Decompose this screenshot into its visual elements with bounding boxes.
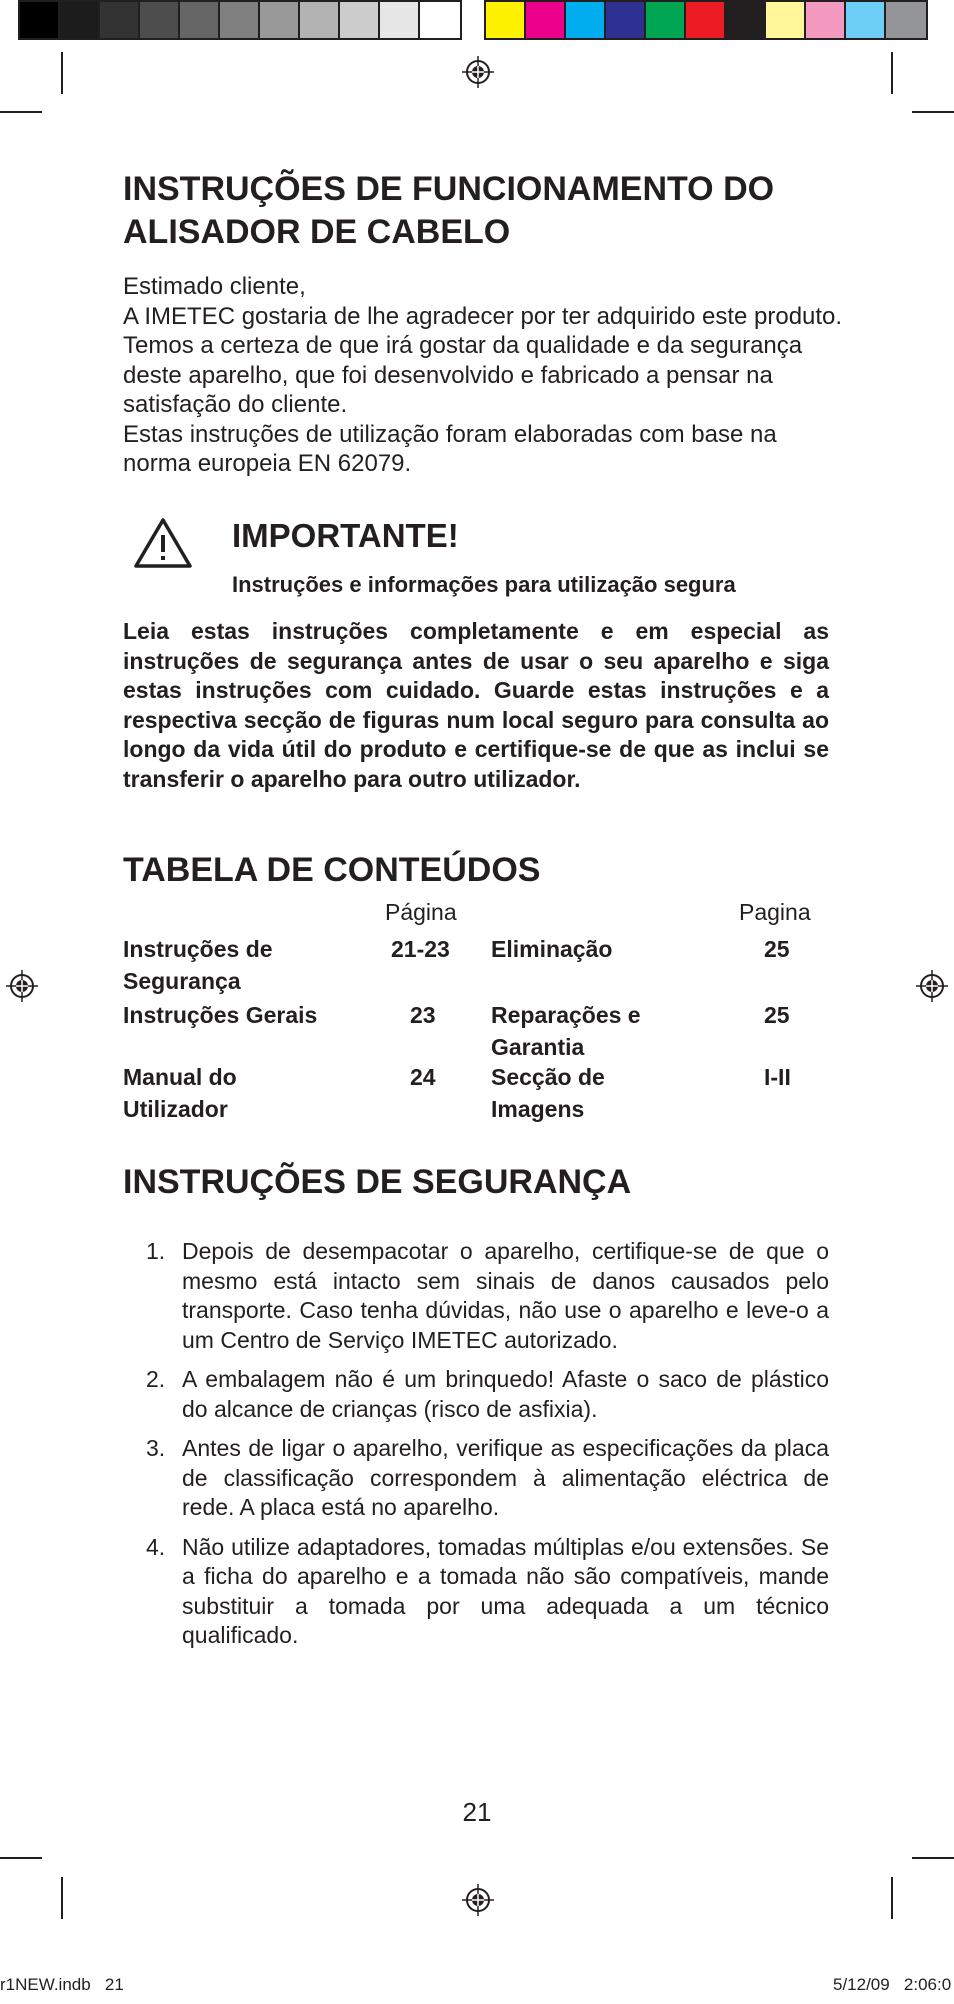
toc-entry-page: I-II bbox=[764, 1064, 791, 1090]
list-item: 4. Não utilize adaptadores, tomadas múltiplas e/ou extensões. Se a ficha do aparelho e a tomada não são compatíveis, mande substituir a tomada por uma adequada a um técnico qualificado. bbox=[146, 1533, 829, 1648]
footer-date-slug: 5/12/09 2:06:0 bbox=[833, 1975, 952, 1994]
crop-mark bbox=[912, 1857, 954, 1859]
intro-paragraph: Estas instruções de utilização foram elaboradas com base na norma europeia EN 62079. bbox=[123, 420, 777, 477]
gray-swatch bbox=[100, 2, 140, 38]
safety-heading: INSTRUÇÕES DE SEGURANÇA bbox=[123, 1163, 632, 1201]
gray-swatch bbox=[140, 2, 180, 38]
registration-mark-icon bbox=[462, 1884, 494, 1916]
toc-entry-page: 25 bbox=[764, 1002, 790, 1028]
greeting: Estimado cliente, bbox=[123, 273, 306, 300]
toc-entry-label: Reparações e Garantia bbox=[491, 1002, 641, 1060]
toc-page-header: Página bbox=[385, 899, 457, 925]
important-title: IMPORTANTE! bbox=[232, 517, 459, 554]
list-item: 1. Depois de desempacotar o aparelho, certifique-se de que o mesmo está intacto sem sinais de danos causados pelo transporte. Caso tenha dúvidas, não use o aparelho e leve-o a um Centro de Serviço IMETEC autorizado. bbox=[146, 1238, 829, 1353]
list-item: 3. Antes de ligar o aparelho, verifique as especificações da placa de classificação correspondem à alimentação eléctrica de rede. A placa está no aparelho. bbox=[146, 1435, 829, 1520]
page-title: INSTRUÇÕES DE FUNCIONAMENTO DO ALISADOR DE CABELO bbox=[123, 170, 775, 251]
crop-mark bbox=[912, 111, 954, 113]
list-item: 2. A embalagem não é um brinquedo! Afaste o saco de plástico do alcance de crianças (risco de asfixia). bbox=[146, 1366, 829, 1422]
process-color-bar bbox=[484, 0, 928, 40]
toc-entry-label: Instruções de Segurança bbox=[123, 936, 273, 994]
color-swatch bbox=[726, 2, 766, 38]
color-swatch bbox=[846, 2, 886, 38]
color-swatch bbox=[526, 2, 566, 38]
crop-mark bbox=[61, 1877, 63, 1919]
grayscale-color-bar bbox=[18, 0, 462, 40]
safety-list bbox=[146, 1237, 829, 1661]
crop-mark bbox=[61, 52, 63, 94]
warning-triangle-icon bbox=[133, 517, 193, 569]
toc-entry-page: 24 bbox=[410, 1064, 436, 1090]
color-swatch bbox=[686, 2, 726, 38]
toc-entry-page: 21-23 bbox=[391, 936, 450, 962]
intro-paragraph: A IMETEC gostaria de lhe agradecer por ter adquirido este produto. Temos a certeza de que irá gostar da qualidade e da segurança deste aparelho, que foi desenvolvido e fabricado a pensar na satisfação do cliente. bbox=[123, 302, 843, 418]
color-swatch bbox=[646, 2, 686, 38]
registration-mark-icon bbox=[6, 970, 38, 1002]
important-text: Leia estas instruções completamente e em especial as instruções de segurança antes de usar o seu aparelho e siga estas instruções com cuidado. Guarde estas instruções e a respectiva secção de figuras num local seguro para consulta ao longo da vida útil do produto e certifique-se de que as inclui se transferir o aparelho para outro utilizador. bbox=[123, 618, 829, 792]
footer-file-slug: r1NEW.indb 21 bbox=[0, 1975, 124, 1994]
important-subtitle: Instruções e informações para utilização segura bbox=[232, 572, 736, 597]
toc-entry-label: Instruções Gerais bbox=[123, 1002, 318, 1028]
gray-swatch bbox=[60, 2, 100, 38]
crop-mark bbox=[0, 1857, 42, 1859]
gray-swatch bbox=[300, 2, 340, 38]
toc-entry-label: Eliminação bbox=[491, 936, 613, 962]
gray-swatch bbox=[340, 2, 380, 38]
crop-mark bbox=[891, 52, 893, 94]
toc-page-header: Pagina bbox=[739, 899, 811, 925]
toc-entry-page: 23 bbox=[410, 1002, 436, 1028]
registration-mark-icon bbox=[462, 56, 494, 88]
gray-swatch bbox=[180, 2, 220, 38]
color-swatch bbox=[886, 2, 926, 38]
gray-swatch bbox=[20, 2, 60, 38]
toc-entry-label: Manual do Utilizador bbox=[123, 1064, 237, 1122]
crop-mark bbox=[891, 1877, 893, 1919]
intro-text bbox=[123, 272, 843, 479]
gray-swatch bbox=[420, 2, 460, 38]
gray-swatch bbox=[220, 2, 260, 38]
color-swatch bbox=[486, 2, 526, 38]
page-number: 21 bbox=[462, 1797, 492, 1827]
color-swatch bbox=[566, 2, 606, 38]
registration-mark-icon bbox=[916, 970, 948, 1002]
color-swatch bbox=[606, 2, 646, 38]
color-swatch bbox=[806, 2, 846, 38]
crop-mark bbox=[0, 111, 42, 113]
gray-swatch bbox=[380, 2, 420, 38]
toc-heading: TABELA DE CONTEÚDOS bbox=[123, 851, 541, 889]
toc-entry-label: Secção de Imagens bbox=[491, 1064, 605, 1122]
gray-swatch bbox=[260, 2, 300, 38]
color-swatch bbox=[766, 2, 806, 38]
toc-entry-page: 25 bbox=[764, 936, 790, 962]
